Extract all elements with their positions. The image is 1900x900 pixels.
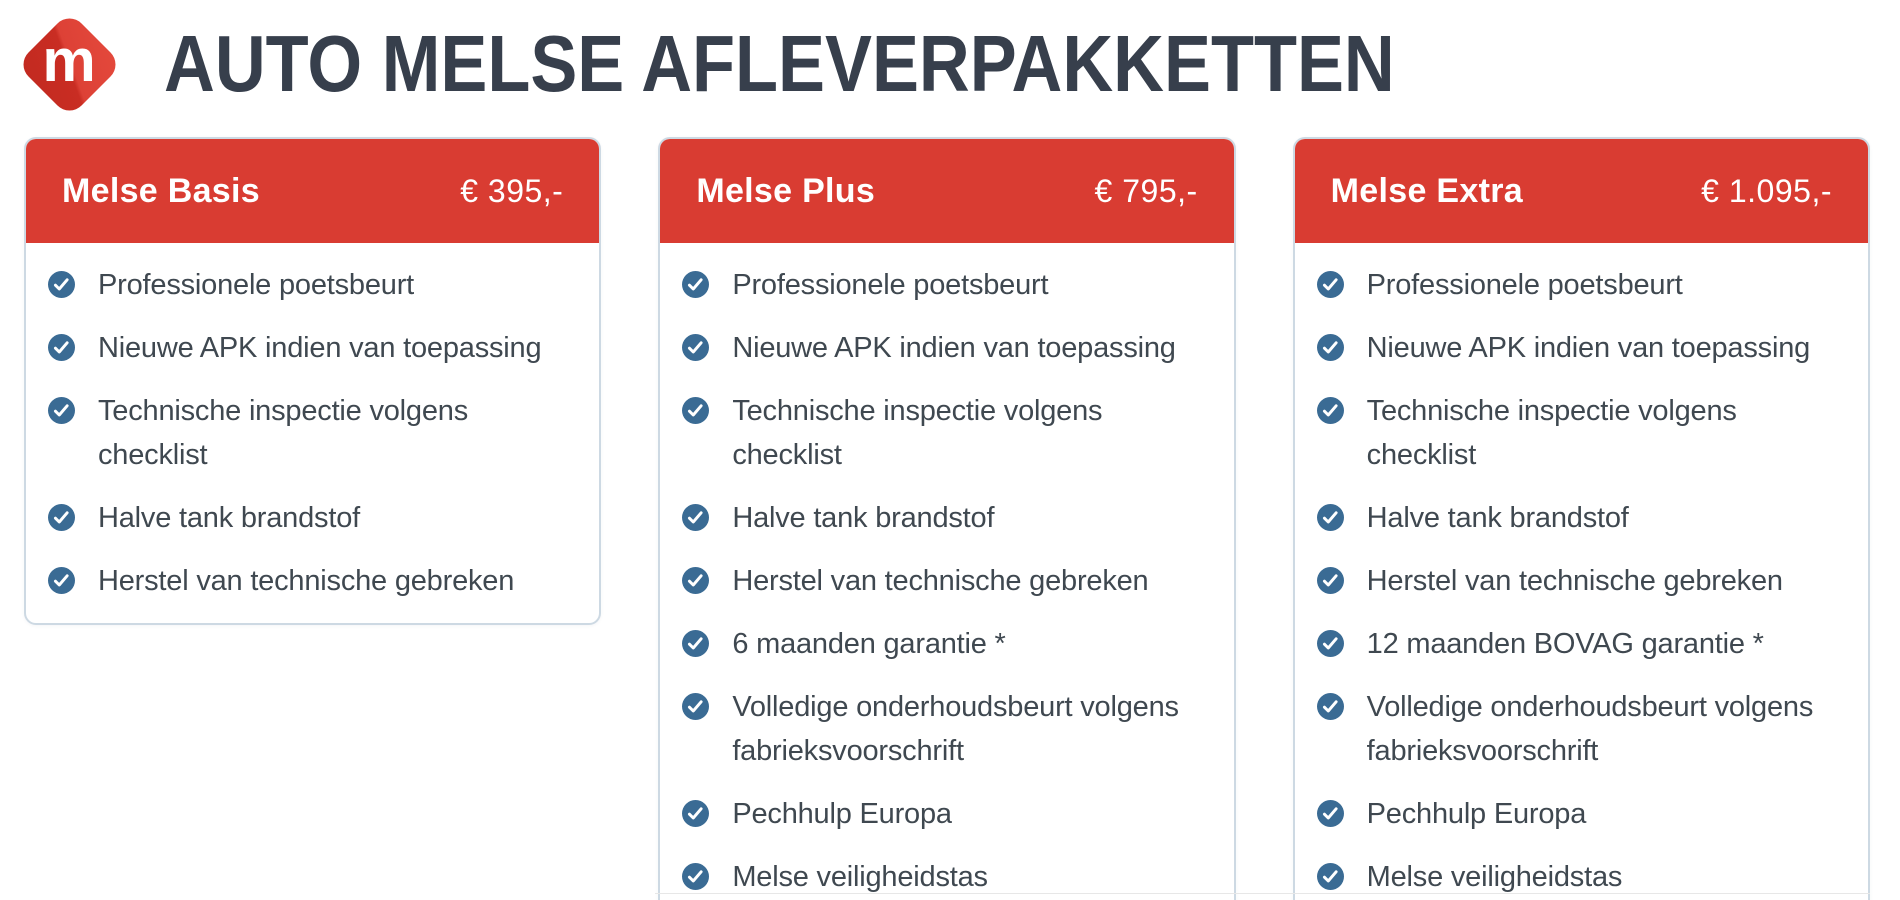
feature-label: Professionele poetsbeurt (732, 269, 1049, 301)
card-title: Melse Basis (62, 171, 260, 210)
feature-item (682, 389, 1217, 477)
check-icon (1317, 863, 1344, 890)
feature-label: Nieuwe APK indien van toepassing (98, 332, 542, 364)
feature-item (1317, 496, 1852, 540)
feature-label: Professionele poetsbeurt (98, 269, 415, 301)
feature-label: Melse veiligheidstas (732, 861, 988, 893)
feature-label: Pechhulp Europa (732, 798, 952, 830)
check-icon (48, 567, 75, 594)
card-price: € 795,- (1094, 172, 1198, 209)
feature-label: Volledige onderhoudsbeurt volgens fabrieksvoorschrift (1366, 691, 1814, 767)
feature-item (1317, 326, 1852, 370)
feature-label: Nieuwe APK indien van toepassing (732, 332, 1176, 364)
feature-label: Technische inspectie volgens checklist (1366, 395, 1737, 471)
feature-item (48, 389, 583, 477)
card-price: € 395,- (460, 172, 564, 209)
check-icon (682, 863, 709, 890)
feature-label: Herstel van technische gebreken (98, 565, 515, 597)
feature-label: 6 maanden garantie * (732, 628, 1006, 660)
check-icon (682, 334, 709, 361)
feature-label: Melse veiligheidstas (1366, 861, 1623, 893)
check-icon (1317, 630, 1344, 657)
card-title: Melse Extra (1330, 171, 1523, 210)
check-icon (682, 397, 709, 424)
feature-item (48, 326, 583, 370)
pricing-card-extra (1293, 137, 1870, 900)
feature-item (682, 326, 1217, 370)
feature-item (682, 559, 1217, 603)
features-list (1295, 243, 1868, 900)
check-icon (682, 567, 709, 594)
check-icon (1317, 800, 1344, 827)
check-icon (48, 271, 75, 298)
features-list (660, 243, 1233, 900)
feature-item (682, 263, 1217, 307)
logo-m-letter: m (42, 27, 96, 94)
feature-label: Volledige onderhoudsbeurt volgens fabrieksvoorschrift (732, 691, 1179, 767)
card-price: € 1.095,- (1701, 172, 1832, 209)
feature-label: Halve tank brandstof (1366, 502, 1629, 534)
feature-label: Professionele poetsbeurt (1366, 269, 1683, 301)
feature-item (48, 263, 583, 307)
feature-label: Herstel van technische gebreken (1366, 565, 1783, 597)
check-icon (682, 693, 709, 720)
check-icon (1317, 397, 1344, 424)
feature-item (682, 685, 1217, 773)
features-list (26, 243, 599, 623)
auto-melse-logo-icon (14, 9, 124, 119)
page-header (0, 0, 1900, 122)
check-icon (48, 504, 75, 531)
feature-item (1317, 685, 1852, 773)
feature-item (1317, 792, 1852, 836)
feature-item (1317, 389, 1852, 477)
feature-item (682, 792, 1217, 836)
bottom-divider (655, 893, 1870, 894)
feature-label: Herstel van technische gebreken (732, 565, 1149, 597)
card-title: Melse Plus (696, 171, 876, 210)
feature-item (1317, 263, 1852, 307)
check-icon (1317, 271, 1344, 298)
feature-label: 12 maanden BOVAG garantie * (1366, 628, 1764, 660)
check-icon (682, 271, 709, 298)
card-header (1295, 139, 1868, 243)
feature-label: Nieuwe APK indien van toepassing (1366, 332, 1811, 364)
check-icon (48, 334, 75, 361)
card-header (26, 139, 599, 243)
check-icon (1317, 567, 1344, 594)
check-icon (1317, 504, 1344, 531)
feature-label: Technische inspectie volgens checklist (732, 395, 1103, 471)
pricing-card-basis (24, 137, 601, 625)
feature-item (48, 559, 583, 603)
feature-item (48, 496, 583, 540)
feature-label: Technische inspectie volgens checklist (98, 395, 469, 471)
check-icon (682, 800, 709, 827)
check-icon (48, 397, 75, 424)
card-header (660, 139, 1233, 243)
pricing-card-plus (658, 137, 1235, 900)
check-icon (682, 504, 709, 531)
page-title: AUTO MELSE AFLEVERPAKKETTEN (164, 19, 1395, 108)
check-icon (1317, 334, 1344, 361)
feature-item (1317, 559, 1852, 603)
feature-item (682, 496, 1217, 540)
pricing-cards-row (0, 122, 1900, 900)
feature-label: Pechhulp Europa (1366, 798, 1587, 830)
feature-label: Halve tank brandstof (732, 502, 995, 534)
check-icon (1317, 693, 1344, 720)
feature-label: Halve tank brandstof (98, 502, 360, 534)
feature-item (682, 622, 1217, 666)
check-icon (682, 630, 709, 657)
feature-item (1317, 622, 1852, 666)
